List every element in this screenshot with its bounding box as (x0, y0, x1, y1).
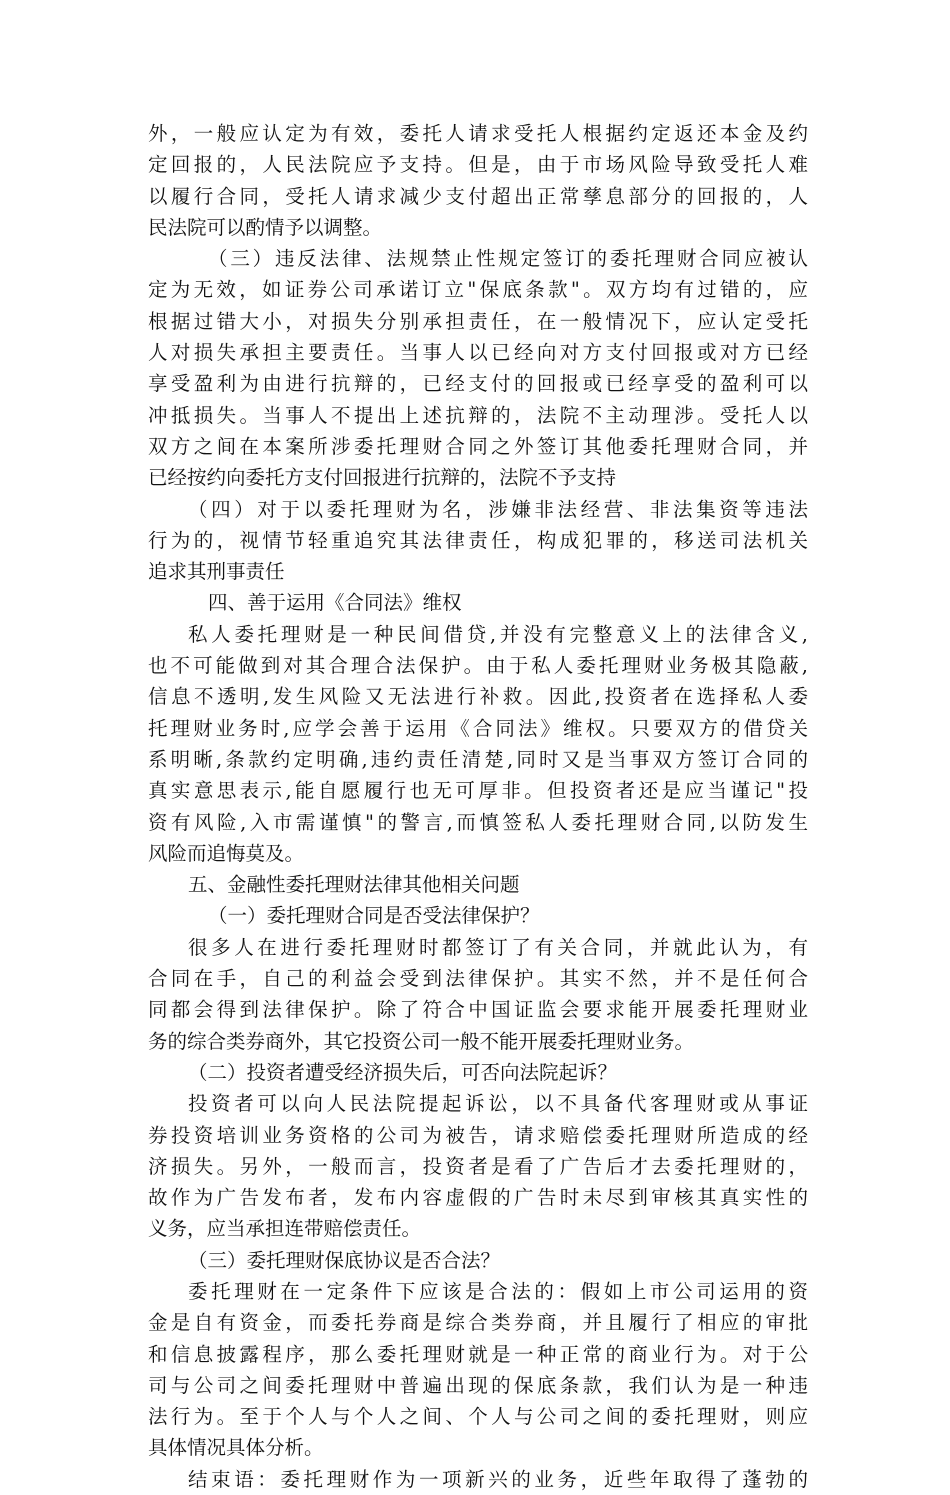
text-line: 托理财业务时,应学会善于运用《合同法》维权。只要双方的借贷关 (148, 716, 808, 740)
text-line: 金是自有资金，而委托券商是综合类券商，并且履行了相应的审批 (148, 1311, 808, 1335)
text-line: 很多人在进行委托理财时都签订了有关合同，并就此认为，有 (188, 935, 808, 959)
text-line: 追求其刑事责任 (148, 560, 285, 584)
text-line: 外，一般应认定为有效，委托人请求受托人根据约定返还本金及约 (148, 122, 808, 145)
text-line: 券投资培训业务资格的公司为被告，请求赔偿委托理财所造成的经 (148, 1123, 808, 1147)
text-line: 四、善于运用《合同法》维权 (208, 591, 462, 615)
text-line: 双方之间在本案所涉委托理财合同之外签订其他委托理财合同，并 (148, 434, 808, 458)
text-line: 委托理财在一定条件下应该是合法的：假如上市公司运用的资 (188, 1279, 808, 1303)
text-line: 人对损失承担主要责任。当事人以已经向对方支付回报或对方已经 (148, 341, 808, 365)
text-line: 系明晰,条款约定明确,违约责任清楚,同时又是当事双方签订合同的 (148, 747, 808, 771)
text-line: 五、金融性委托理财法律其他相关问题 (188, 873, 520, 897)
text-line: 同都会得到法律保护。除了符合中国证监会要求能开展委托理财业 (148, 998, 808, 1022)
text-line: 以履行合同，受托人请求减少支付超出正常孳息部分的回报的，人 (148, 184, 808, 208)
text-line: 行为的，视情节轻重追究其法律责任，构成犯罪的，移送司法机关 (148, 528, 808, 552)
text-line: 务的综合类券商外，其它投资公司一般不能开展委托理财业务。 (148, 1029, 695, 1053)
text-line: 定回报的，人民法院应予支持。但是，由于市场风险导致受托人难 (148, 153, 808, 177)
text-line: 也不可能做到对其合理合法保护。由于私人委托理财业务极其隐蔽, (148, 654, 808, 678)
document-body (148, 118, 808, 1495)
text-line: 司与公司之间委托理财中普遍出现的保底条款，我们认为是一种违 (148, 1373, 808, 1397)
text-line: 冲抵损失。当事人不提出上述抗辩的，法院不主动理涉。受托人以 (148, 403, 808, 427)
text-line: 风险而追悔莫及。 (148, 841, 305, 865)
text-line: 已经按约向委托方支付回报进行抗辩的，法院不予支持 (148, 466, 617, 490)
text-line: （一）委托理财合同是否受法律保护？ (208, 904, 540, 928)
text-line: 合同在手，自己的利益会受到法律保护。其实不然，并不是任何合 (148, 967, 808, 991)
text-line: 私人委托理财是一种民间借贷,并没有完整意义上的法律含义, (188, 622, 808, 646)
text-line: 济损失。另外，一般而言，投资者是看了广告后才去委托理财的， (148, 1154, 808, 1178)
text-line: 定为无效，如证券公司承诺订立"保底条款"。双方均有过错的，应 (148, 278, 808, 302)
text-line: 法行为。至于个人与个人之间、个人与公司之间的委托理财，则应 (148, 1405, 808, 1429)
text-line: 民法院可以酌情予以调整。 (148, 215, 383, 239)
text-line: 资有风险,入市需谨慎"的警言,而慎签私人委托理财合同,以防发生 (148, 810, 808, 834)
text-line: 享受盈利为由进行抗辩的，已经支付的回报或已经享受的盈利可以 (148, 372, 808, 396)
text-line: 义务，应当承担连带赔偿责任。 (148, 1217, 422, 1241)
text-line: （二）投资者遭受经济损失后，可否向法院起诉？ (188, 1060, 618, 1084)
text-line: 真实意思表示,能自愿履行也无可厚非。但投资者还是应当谨记"投 (148, 779, 808, 803)
text-line: （四）对于以委托理财为名，涉嫌非法经营、非法集资等违法 (188, 497, 808, 521)
text-line: 和信息披露程序，那么委托理财就是一种正常的商业行为。对于公 (148, 1342, 808, 1366)
text-line: 具体情况具体分析。 (148, 1436, 324, 1460)
text-line: 故作为广告发布者，发布内容虚假的广告时未尽到审核其真实性的 (148, 1186, 808, 1210)
text-line: 根据过错大小，对损失分别承担责任，在一般情况下，应认定受托 (148, 309, 808, 333)
text-line: 信息不透明,发生风险又无法进行补救。因此,投资者在选择私人委 (148, 685, 808, 709)
text-line: 投资者可以向人民法院提起诉讼，以不具备代客理财或从事证 (188, 1092, 808, 1116)
text-line: 结束语：委托理财作为一项新兴的业务，近些年取得了蓬勃的 (188, 1467, 808, 1491)
text-line: （三）委托理财保底协议是否合法？ (188, 1248, 501, 1272)
text-line: （三）违反法律、法规禁止性规定签订的委托理财合同应被认 (208, 247, 808, 271)
